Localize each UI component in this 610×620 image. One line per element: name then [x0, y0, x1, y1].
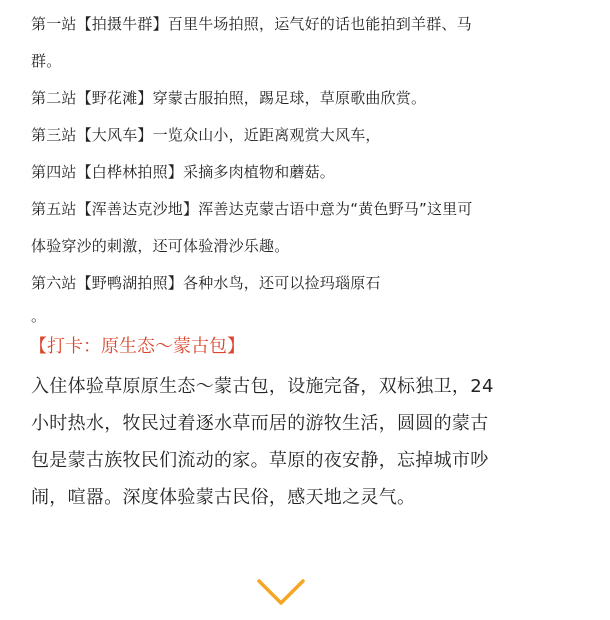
checkin-paragraph-line-2: 小时热水，牧民过着逐水草而居的游牧生活，圆圆的蒙古	[31, 413, 489, 434]
stop-5-line-1: 第五站【浑善达克沙地】浑善达克蒙古语中意为“黄色野马”这里可	[31, 200, 473, 218]
stop-1-line-1: 第一站【拍摄牛群】百里牛场拍照，运气好的话也能拍到羊群、马	[31, 15, 472, 33]
chevron-down-icon[interactable]	[255, 575, 307, 609]
stop-1-line-2: 群。	[31, 52, 62, 70]
chevron-stroke	[259, 581, 303, 603]
checkin-heading: 【打卡：原生态～蒙古包】	[29, 336, 245, 357]
trailing-period: 。	[31, 307, 47, 325]
checkin-paragraph-line-1: 入住体验草原原生态～蒙古包，设施完备，双标独卫，24	[31, 376, 494, 397]
stop-3: 第三站【大风车】一览众山小，近距离观赏大风车，	[31, 126, 381, 144]
checkin-paragraph-line-4: 闹，喧嚣。深度体验蒙古民俗，感天地之灵气。	[31, 487, 416, 508]
stop-6: 第六站【野鸭湖拍照】各种水鸟，还可以捡玛瑙原石	[31, 274, 381, 292]
stop-2: 第二站【野花滩】穿蒙古服拍照，踢足球，草原歌曲欣赏。	[31, 89, 427, 107]
checkin-paragraph-line-3: 包是蒙古族牧民们流动的家。草原的夜安静，忘掉城市吵	[31, 450, 489, 471]
stop-4: 第四站【白桦林拍照】采摘多肉植物和蘑菇。	[31, 163, 336, 181]
article-content	[31, 6, 591, 516]
stop-5-line-2: 体验穿沙的刺激，还可体验滑沙乐趣。	[31, 237, 290, 255]
